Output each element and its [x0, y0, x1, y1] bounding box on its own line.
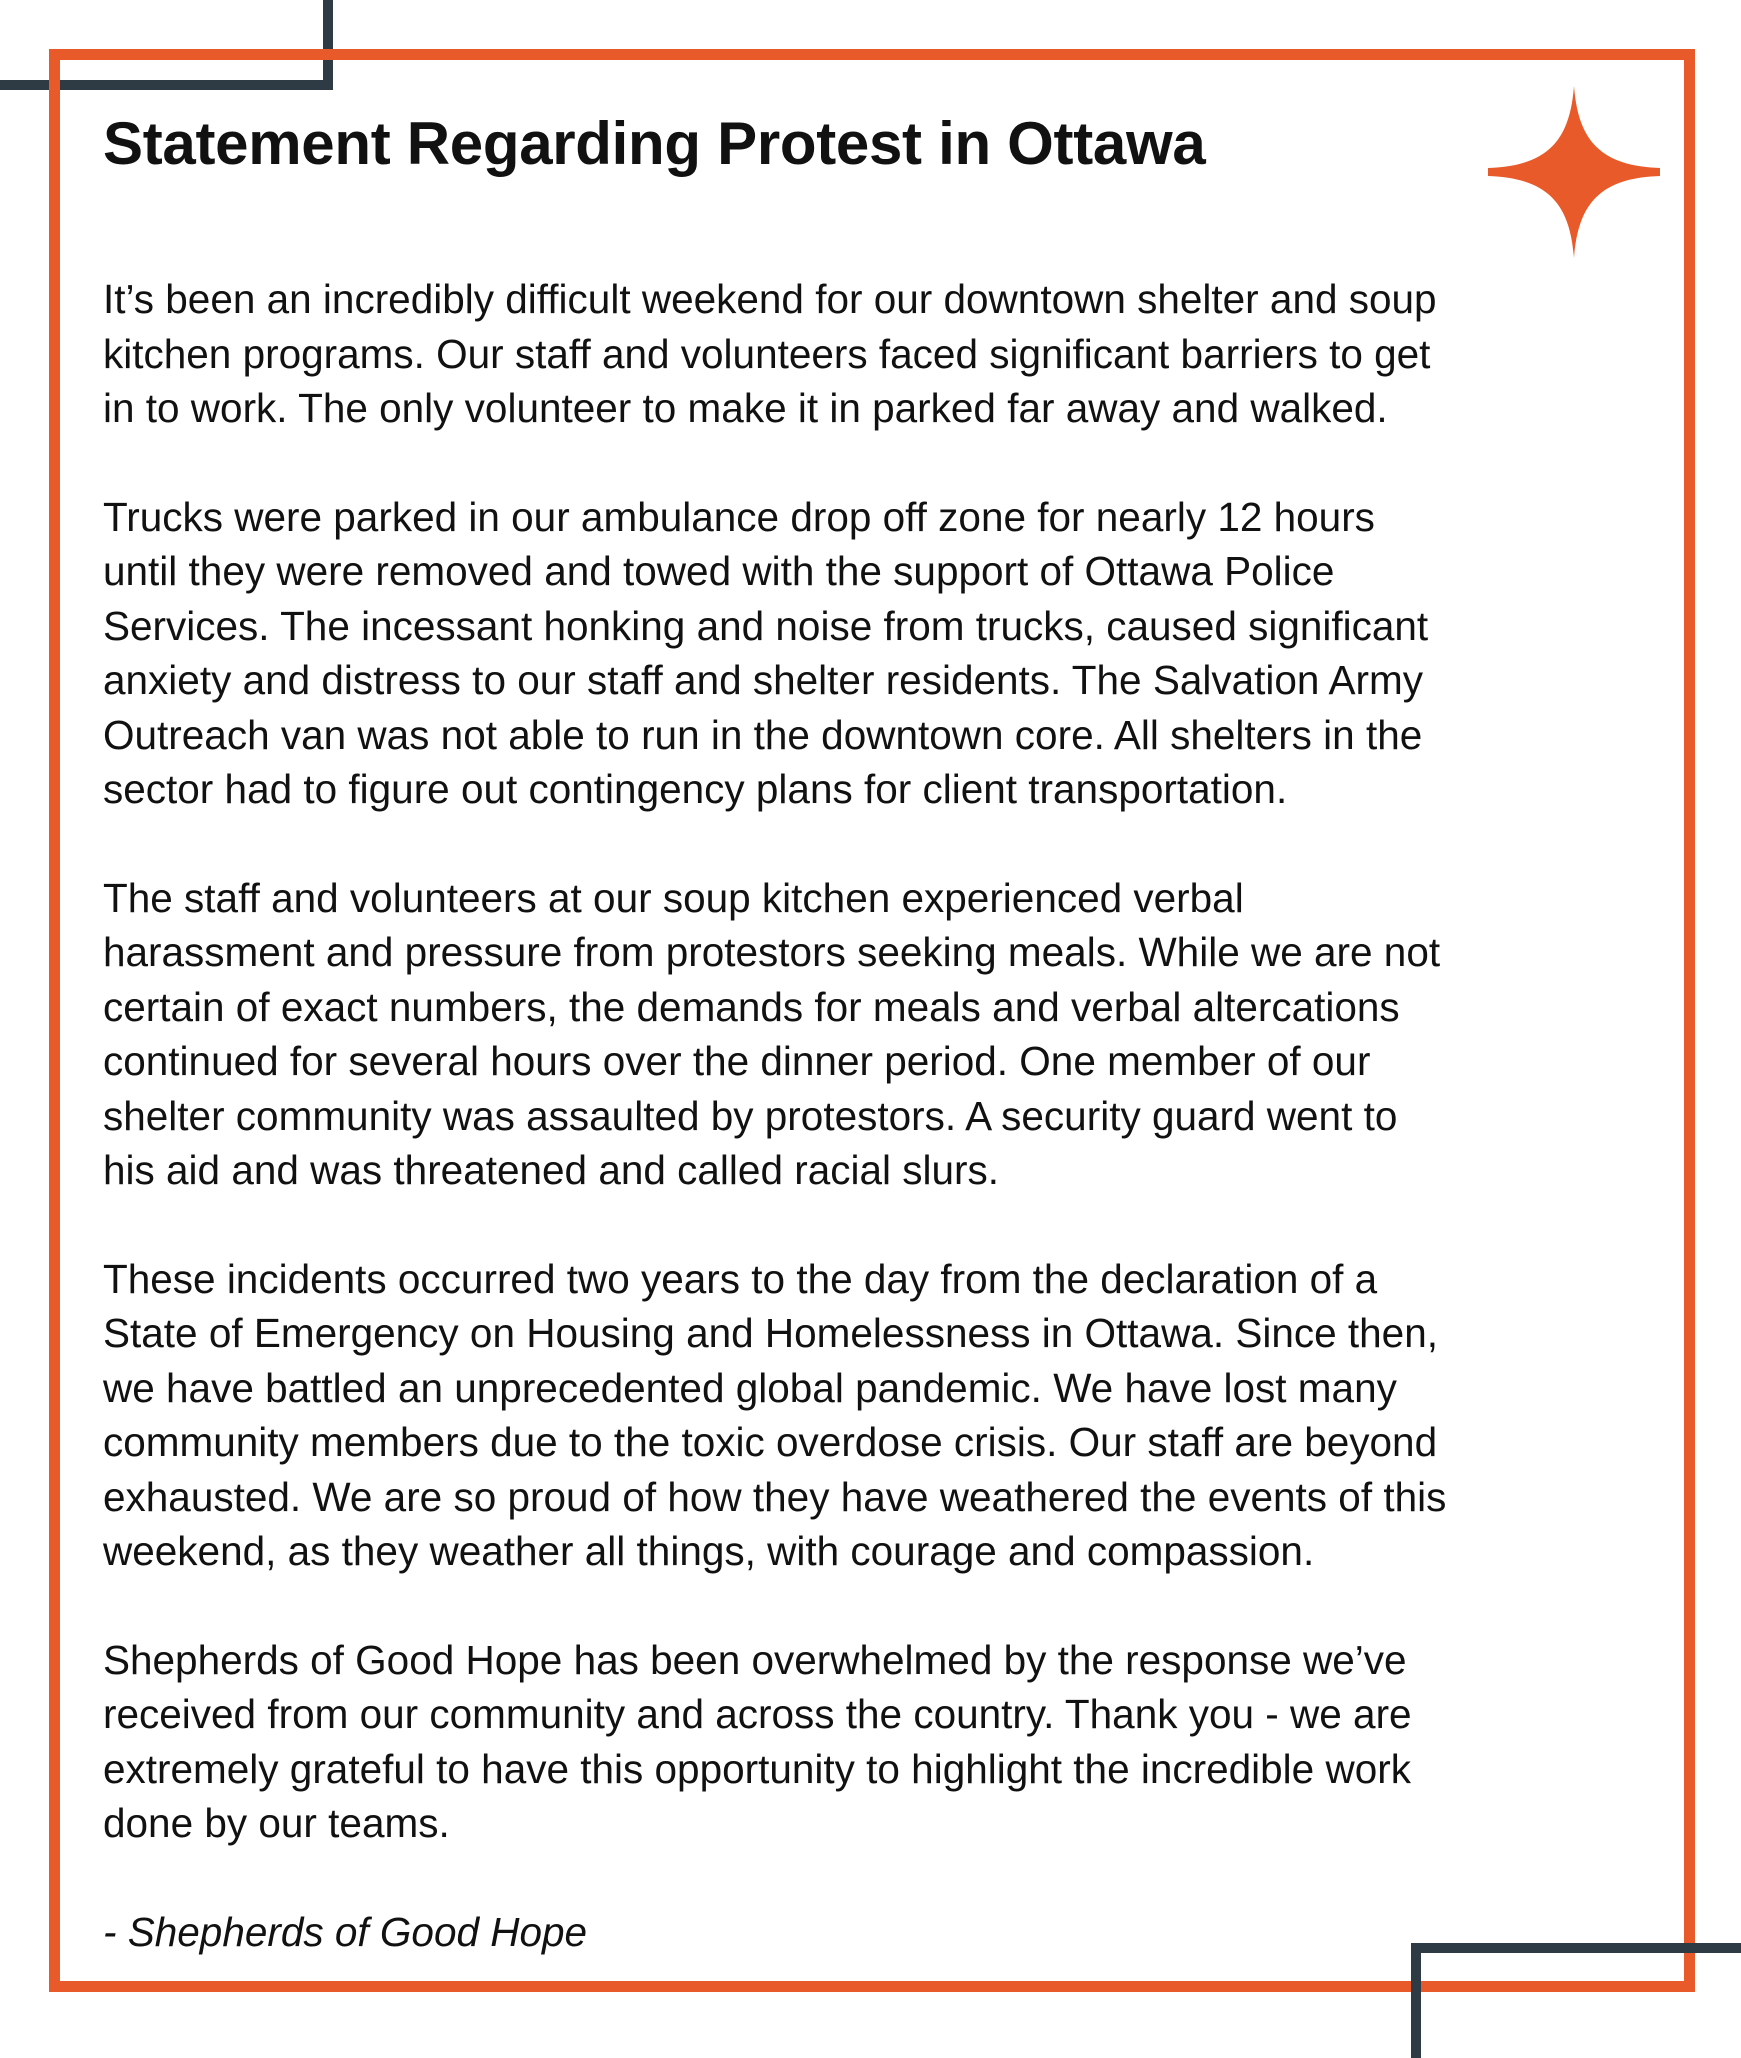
statement-content [103, 108, 1663, 1959]
paragraph-line: sector had to figure out contingency plans for client transportation. [103, 766, 1288, 812]
statement-body [103, 272, 1663, 1959]
paragraph-line: in to work. The only volunteer to make it in parked far away and walked. [103, 385, 1388, 431]
paragraph-line: his aid and was threatened and called racial slurs. [103, 1147, 1000, 1193]
paragraph-line: Services. The incessant honking and noise from trucks, caused significant [103, 602, 1429, 649]
paragraph-4 [103, 1252, 1663, 1579]
paragraph-line: we have battled an unprecedented global pandemic. We have lost many [103, 1364, 1397, 1411]
paragraph-line: community members due to the toxic overdose crisis. Our staff are beyond [103, 1419, 1438, 1465]
paragraph-line: continued for several hours over the dinner period. One member of our [103, 1038, 1371, 1084]
paragraph-line: kitchen programs. Our staff and volunteers faced significant barriers to get [103, 330, 1431, 377]
paragraph-line: The staff and volunteers at our soup kitchen experienced verbal [103, 874, 1244, 921]
paragraph-3 [103, 871, 1663, 1198]
statement-title: Statement Regarding Protest in Ottawa [103, 110, 1206, 177]
paragraph-line: exhausted. We are so proud of how they have weathered the events of this [103, 1473, 1447, 1520]
paragraph-line: weekend, as they weather all things, with courage and compassion. [103, 1528, 1315, 1574]
paragraph-line: done by our teams. [103, 1800, 450, 1846]
paragraph-1 [103, 272, 1663, 436]
paragraph-line: certain of exact numbers, the demands for meals and verbal altercations [103, 983, 1400, 1030]
paragraph-line: State of Emergency on Housing and Homelessness in Ottawa. Since then, [103, 1310, 1438, 1356]
paragraph-5 [103, 1633, 1663, 1851]
paragraph-line: received from our community and across the country. Thank you - we are [103, 1691, 1412, 1737]
paragraph-line: anxiety and distress to our staff and shelter residents. The Salvation Army [103, 657, 1423, 703]
paragraph-line: shelter community was assaulted by protestors. A security guard went to [103, 1092, 1398, 1139]
paragraph-line: Shepherds of Good Hope has been overwhelmed by the response we’ve [103, 1636, 1407, 1683]
signature: - Shepherds of Good Hope [103, 1908, 588, 1955]
paragraph-line: Outreach van was not able to run in the downtown core. All shelters in the [103, 711, 1423, 758]
paragraph-line: until they were removed and towed with the support of Ottawa Police [103, 548, 1335, 594]
corner-bracket-bottom-right [1411, 1943, 1741, 2058]
paragraph-line: extremely grateful to have this opportunity to highlight the incredible work [103, 1745, 1411, 1792]
paragraph-line: It’s been an incredibly difficult weekend for our downtown shelter and soup [103, 276, 1437, 322]
paragraph-line: These incidents occurred two years to the day from the declaration of a [103, 1255, 1378, 1302]
paragraph-line: Trucks were parked in our ambulance drop off zone for nearly 12 hours [103, 493, 1375, 540]
paragraph-line: harassment and pressure from protestors seeking meals. While we are not [103, 929, 1441, 975]
paragraph-2 [103, 490, 1663, 817]
